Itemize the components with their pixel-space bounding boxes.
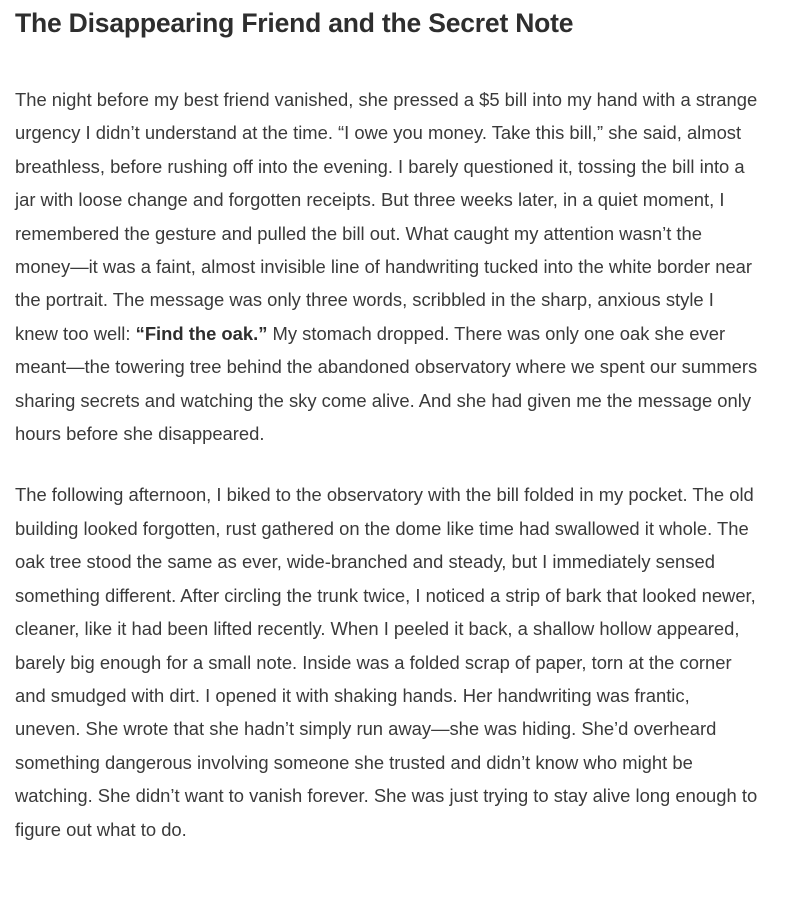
bold-message: “Find the oak.”	[135, 322, 268, 344]
article-paragraph-1	[15, 83, 760, 450]
paragraph-1-text-end: My stomach dropped. There was only one oak she ever meant—the towering tree behind the abandoned observatory where we spent our summers sharing secrets and watching the sky come alive. And she had given me the message only hours before she disappeared.	[15, 322, 758, 445]
paragraph-1-text-start: The night before my best friend vanished, she pressed a $5 bill into my hand with a strange urgency I didn’t understand at the time. “I owe you money. Take this bill,” she said, almost breathless, before rushing off into the evening. I barely questioned it, tossing the bill into a jar with loose change and forgotten receipts. But three weeks later, in a quiet moment, I remembered the gesture and pulled the bill out. What caught my attention wasn’t the money—it was a faint, almost invisible line of handwriting tucked into the white border near the portrait. The message was only three words, scribbled in the sharp, anxious style I knew too well:	[15, 89, 758, 344]
article-title: The Disappearing Friend and the Secret Note	[15, 8, 574, 38]
article-paragraph-2: The following afternoon, I biked to the observatory with the bill folded in my pocket. The old building looked forgotten, rust gathered on the dome like time had swallowed it whole. The oak tree stood the same as ever, wide-branched and steady, but I immediately sensed something different. After circling the trunk twice, I noticed a strip of bark that looked newer, cleaner, like it had been lifted recently. When I peeled it back, a shallow hollow appeared, barely big enough for a small note. Inside was a folded scrap of paper, torn at the corner and smudged with dirt. I opened it with shaking hands. Her handwriting was frantic, uneven. She wrote that she hadn’t simply run away—she was hiding. She’d overheard something dangerous involving someone she trusted and didn’t know who might be watching. She didn’t want to vanish forever. She was just trying to stay alive long enough to figure out what to do.	[15, 484, 758, 840]
article	[15, 0, 760, 846]
